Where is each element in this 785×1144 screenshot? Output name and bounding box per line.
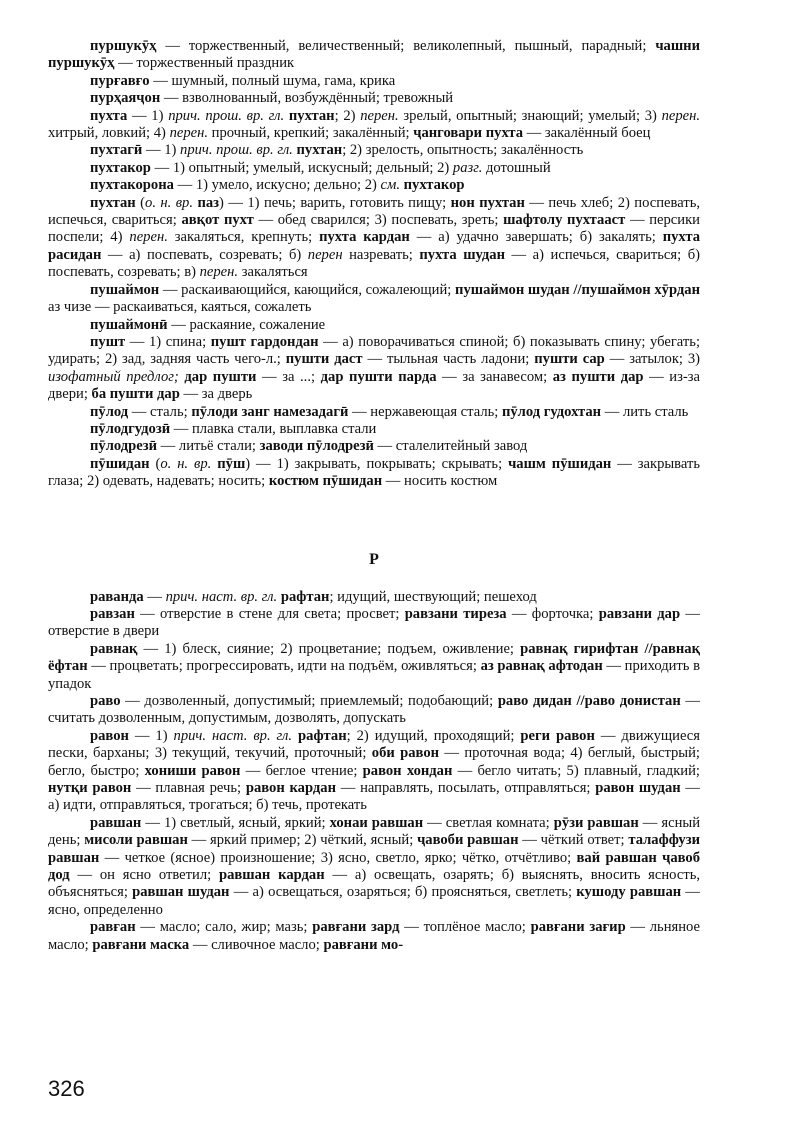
entry-term: пӯлодгудозӣ [90,420,171,437]
entry-text: — 1) [128,727,174,744]
entry-grammar-note: перен. [129,229,168,246]
entry-text: — литьё стали; [157,438,260,455]
entry-grammar-note: перен. [360,107,399,124]
dictionary-entry [48,108,700,143]
entry-term: хонаи равшан [329,814,424,831]
entry-text: — носить костюм [382,473,498,490]
entry-text: — [143,588,166,605]
dictionary-entry [48,438,700,455]
dictionary-entry [48,317,700,334]
entry-text: — 1) блеск, сияние; 2) процветание; подъем, оживление; [137,640,521,657]
entry-grammar-note: перен [307,246,343,263]
entry-text: — четкое (ясное) произношение; 3) ясно, светло, ярко; чётко, отчётливо; [99,849,577,866]
entry-text: назревать; [342,246,420,263]
entries-block-p [48,38,700,491]
entry-term: рафтан [298,727,347,744]
entry-text: — льняное масло; [48,919,700,953]
entry-term: раво дидан //раво донистан [497,693,681,709]
entry-term: равзани дар [598,605,681,622]
entry-text: — печь хлеб; 2) поспевать, испечься, свариться; [48,194,701,229]
entry-grammar-note: прич. прош. вр. гл. [168,107,285,124]
entry-grammar-note: о. н. вр. [160,455,212,472]
entry-term: равғани маска [92,936,190,953]
dictionary-entry [48,641,700,693]
entry-term: пухтан [296,142,343,159]
entry-text: ; идущий, шествующий; пешеход [329,588,537,605]
entry-text: — торжественный праздник [114,55,295,72]
entry-term: пушаймон шудан //пушаймон хӯрдан [455,281,700,298]
entry-term: реги равон [520,727,595,744]
entry-term: равзан [90,605,135,622]
entry-text: — торжественный, величественный; великолепный, пышный, парадный; [156,38,656,54]
entry-term: заводи пӯлодрезӣ [259,438,374,455]
entry-term: пӯшидан [90,455,150,472]
entry-text: — а) поворачиваться спиной; б) показывать спину; убегать; удирать; 2) зад, задняя часть чего-л.; [48,333,700,368]
entry-term: авқот пухт [181,212,254,229]
entry-grammar-note: перен. [661,107,701,124]
entry-term: равон [90,727,129,744]
entry-text: — бегло читать; 5) плавный, гладкий; [452,762,700,779]
dictionary-entry [48,177,700,194]
entry-text: — 1) умело, искусно; дельно; 2) [173,177,381,194]
dictionary-entry [48,404,700,421]
entry-term: ба пушти дар [91,386,180,403]
entry-text: ; 2) идущий, проходящий; [346,727,521,744]
entry-text: — за занавесом; [436,368,553,385]
entry-text: — за дверь [179,386,253,403]
section-letter: Р [369,550,379,568]
entry-term: пухтакорона [90,177,174,194]
entry-text: — 1) светлый, ясный, яркий; [141,814,330,831]
entry-term: кушоду равшан [576,884,682,901]
entry-text: — закрывать глаза; 2) одевать, надевать; носить; [48,455,701,490]
entry-term: оби равон [371,745,440,762]
entry-term: костюм пӯшидан [268,473,383,490]
entry-text: — чёткий ответ; [518,832,629,849]
entries-block-r [48,589,700,955]
entry-text: — раскаивающийся, кающийся, сожалеющий; [159,281,456,298]
entry-text: — закалённый боец [523,125,651,142]
entry-text: — обед сварился; 3) поспевать, зреть; [253,212,504,229]
entry-text: — ясно, определенно [48,884,701,918]
entry-text: — 1) спина; [125,333,211,350]
entry-text: — ясный день; [48,814,701,849]
entry-grammar-note: прич. наст. вр. гл. [173,727,293,744]
dictionary-entry [48,73,700,90]
entry-term: ҷавоби равшан [417,832,519,849]
entry-text: ) — 1) закрывать, покрывать; скрывать; [245,455,509,472]
entry-grammar-note: прич. наст. вр. гл. [165,588,278,605]
entry-term: пухта расидан [48,229,701,263]
entry-text: — дозволенный, допустимый; приемлемый; подобающий; [120,693,498,709]
dictionary-entry [48,421,700,438]
entry-text: ( [149,455,161,472]
entry-term: равғани зард [312,919,400,936]
entry-text: дотошный [482,159,551,176]
entry-text: — тыльная часть ладони; [362,351,535,368]
entry-term: равғани мо- [323,936,404,953]
entry-text: — 1) [127,107,169,124]
entry-text: — беглое чтение; [240,762,363,779]
entry-term: пухтагӣ [90,142,143,159]
entry-text: — топлёное масло; [399,919,531,936]
entry-term: дар пушти парда [320,368,437,385]
entry-term: рӯзи равшан [553,814,639,831]
entry-term: раванда [90,588,144,605]
entry-term: пурғавғо [90,72,150,89]
entry-text: — а) освещаться, озаряться; б) проясняться, светлеть; [229,884,577,901]
entry-text: — масло; сало, жир; мазь; [135,919,313,936]
entry-text: — сталелитейный завод [373,438,528,455]
entry-term: равғани зағир [530,919,626,936]
entry-text: ; 2) зрелость, опытность; закалённость [342,142,584,159]
entry-term: пуршукӯҳ [90,38,157,54]
entry-term: равшан [90,814,142,831]
dictionary-entry [48,606,700,641]
entry-text: — сливочное масло; [189,936,324,953]
entry-term: паз [197,194,220,211]
dictionary-entry [48,728,700,815]
entry-term: хониши равон [144,762,241,779]
entry-text: закаляться [238,264,308,281]
entry-text: — проточная вода; 4) беглый, быстрый; бегло, быстро; [48,745,700,779]
entry-text: — форточка; [506,605,599,622]
entry-term: пушт [90,333,126,350]
page-number: 326 [48,1076,85,1101]
entry-text: — отверстие в двери [48,605,700,640]
entry-text: — яркий пример; 2) чёткий, ясный; [187,832,418,849]
entry-term: равон хондан [362,762,453,779]
entry-text: — движущиеся пески, барханы; 3) текущий, текучий, проточный; [48,727,700,762]
entry-text: закаляться, крепнуть; [167,229,320,246]
entry-term: дар пушти [184,368,257,385]
dictionary-entry [48,38,700,73]
entry-text: — раскаяние, сожаление [167,316,326,333]
entry-text: — плавка стали, выплавка стали [170,420,377,437]
entry-text: прочный, крепкий; закалённый; [208,125,414,142]
entry-grammar-note: см. [380,177,400,194]
entry-term: пухтакор [403,177,465,194]
entry-term: чашни пуршукӯҳ [48,38,700,72]
entry-term: пӯлод гудохтан [501,403,602,420]
entry-term: аз пушти дар [552,368,644,385]
entry-term: пухта [90,107,128,124]
dictionary-entry [48,334,700,404]
entry-term: пурҳаяҷон [90,90,161,107]
entry-term: пушти сар [534,351,605,368]
entry-term: пухтакор [90,159,151,176]
entry-text: — а) поспевать, созревать; б) [101,246,308,263]
entry-term: раво [90,693,121,709]
entry-term: равшан шудан [132,884,230,901]
entry-term: пухта шудан [419,246,505,263]
entry-text: — за ...; [256,368,321,385]
entry-term: пӯлоди занг намезадагӣ [191,403,349,420]
entry-text: — светлая комната; [423,814,554,831]
entry-text: ( [135,194,146,211]
entry-text: — из-за двери; [48,368,700,403]
entry-grammar-note: разг. [452,159,483,176]
entry-grammar-note: перен. [199,264,239,281]
entry-text: — а) освещать, озарять; б) выяснять, вносить ясность, объясняться; [48,867,701,901]
entry-term: пушти даст [285,351,363,368]
entry-text: — шумный, полный шума, гама, крика [149,72,396,89]
entry-grammar-note: изофатный предлог; [48,368,179,385]
entry-term: пӯлод [90,403,129,420]
entry-text: — затылок; 3) [604,351,701,368]
dictionary-entry [48,589,700,606]
entry-text: — 1) [142,142,181,159]
entry-term: пушт гардондан [210,333,319,350]
entry-term: равшан кардан [219,867,325,884]
dictionary-entry [48,815,700,919]
entry-text: — взволнованный, возбуждённый; тревожный [160,90,454,107]
dictionary-entry [48,142,700,159]
dictionary-entry [48,456,700,491]
entry-term: пушаймонӣ [90,316,168,333]
entry-term: равзани тиреза [404,605,507,622]
entry-term: рафтан [280,588,330,605]
entry-term: пӯлодрезӣ [90,438,158,455]
entry-text: — отверстие в стене для света; просвет; [134,605,405,622]
entry-text: зрелый, опытный; знающий; умелый; 3) [398,107,662,124]
entry-text: — а) идти, отправляться, трогаться; б) течь, протекать [48,780,700,814]
entry-term: равнақ гирифтан //равнақ ёфтан [48,640,701,675]
dictionary-entry [48,919,700,954]
entry-text: — считать дозволенным, допустимым, дозволять, допускать [48,693,700,727]
entry-text: — а) удачно завершать; б) закалять; [409,229,663,246]
entry-text: аз чизе — раскаиваться, каяться, сожалеть [48,299,312,316]
entry-grammar-note: о. н. вр. [145,194,194,211]
dictionary-entry [48,160,700,177]
entry-term: равон шудан [595,780,681,797]
entry-term: пухтан [90,194,136,211]
entry-text: ; 2) [334,107,361,124]
entry-term: чашм пӯшидан [508,455,612,472]
entry-text: — сталь; [128,403,192,420]
entry-term: ҷанговари пухта [413,125,524,142]
entry-term: шафтолу пухтааст [503,212,626,229]
entry-text: — процветать; прогрессировать, идти на подъём, оживляться; [87,658,481,675]
entry-term: пухта кардан [319,229,410,246]
entry-term: равнақ [90,640,138,657]
entry-text: ) — 1) печь; варить, готовить пищу; [219,194,451,211]
entry-text: — направлять, посылать, отправляться; [335,780,596,797]
entry-term: нутқи равон [48,780,132,797]
entry-grammar-note: перен. [169,125,208,142]
entry-term: вай равшан ҷавоб дод [48,849,701,884]
entry-term: равон кардан [245,780,336,797]
entry-text: хитрый, ловкий; 4) [48,125,170,142]
entry-text: — персики поспели; 4) [48,212,700,246]
entry-text: — лить сталь [601,403,689,420]
dictionary-entry [48,282,700,317]
entry-term: аз равнақ афтодан [480,658,603,675]
dictionary-entry [48,90,700,107]
entry-text: — он ясно ответил; [69,867,219,884]
entry-text: — плавная речь; [131,780,246,797]
entry-term: равған [90,919,136,936]
entry-text: — 1) опытный; умелый, искусный; дельный; 2) [150,159,453,176]
entry-term: пушаймон [90,281,160,298]
entry-term: нон пухтан [450,194,525,211]
entry-term: пухтан [288,107,335,124]
entry-text: — нержавеющая сталь; [348,403,502,420]
dictionary-entry [48,693,700,728]
dictionary-entry [48,195,700,282]
dictionary-page [48,38,700,954]
entry-term: пӯш [217,455,246,472]
entry-term: талаффузи равшан [48,832,701,866]
entry-grammar-note: прич. прош. вр. гл. [180,142,293,159]
entry-text: — приходить в упадок [48,658,700,692]
entry-text: — а) испечься, свариться; б) поспевать, созревать; в) [48,246,700,281]
entry-term: мисоли равшан [84,832,188,849]
